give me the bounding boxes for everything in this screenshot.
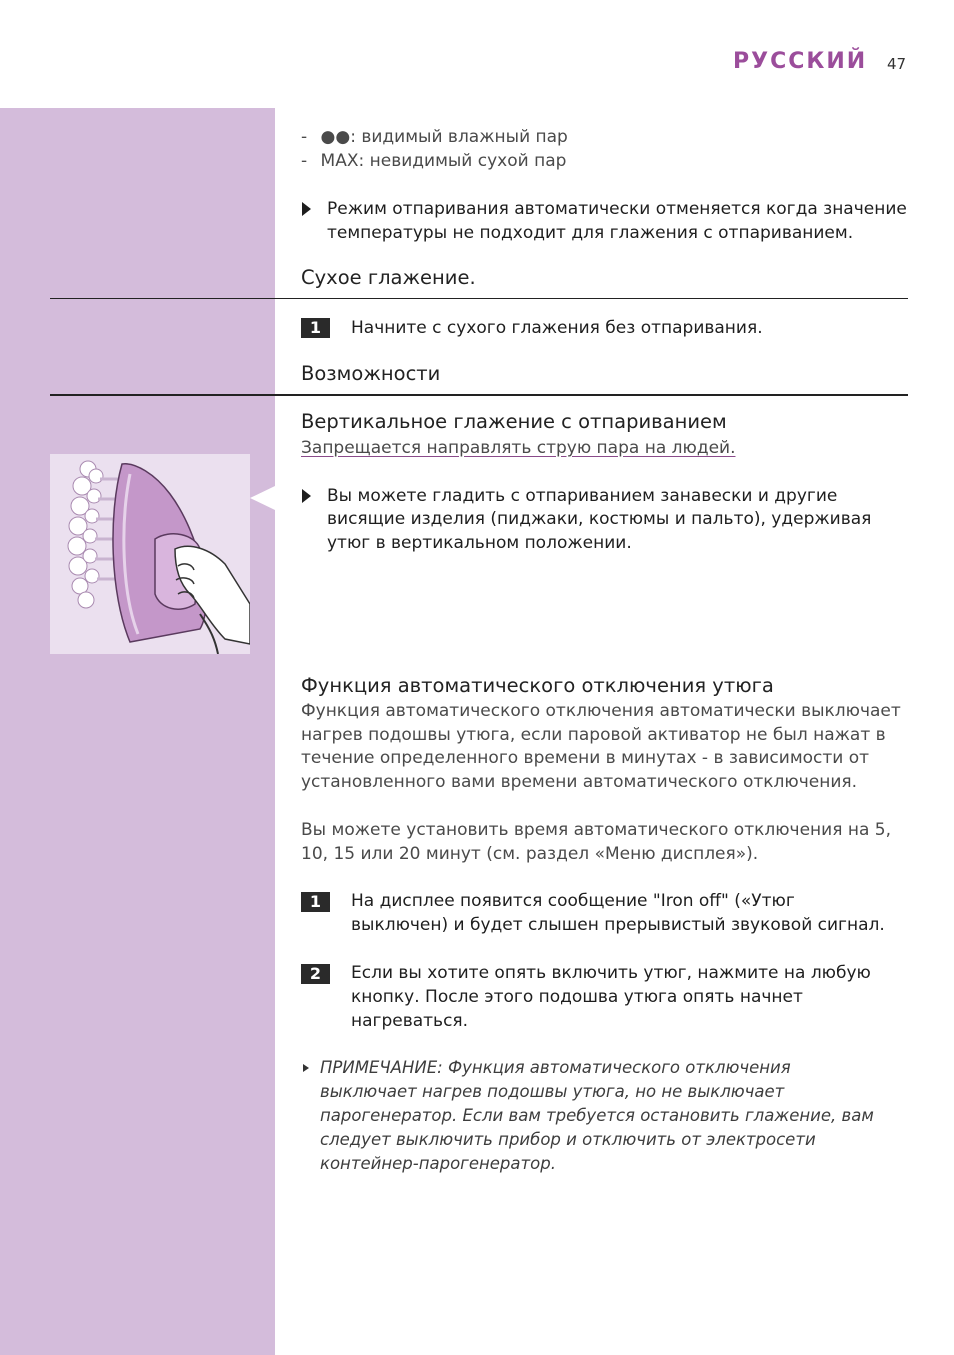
vertical-bullet-line-3: утюг в вертикальном положении. [327,533,632,553]
dash-line-1-text: : видимый влажный пар [350,127,568,147]
auto-off-p1-line-2: нагрев подошвы утюга, если паровой активатор не был нажат в [301,725,886,745]
dash-marker: - [301,127,308,147]
dry-ironing-heading: Сухое глажение. [301,266,476,289]
features-heading: Возможности [301,362,441,385]
note-line-3: парогенератор. Если вам требуется остановить глажение, вам [320,1106,874,1125]
auto-off-step1-line-2: выключен) и будет слышен прерывистый звуковой сигнал. [351,915,885,935]
auto-off-p2-line-1: Вы можете установить время автоматического отключения на 5, [301,820,892,840]
auto-off-step2-line-1: Если вы хотите опять включить утюг, нажмите на любую [351,963,871,983]
dash-line-1 [301,125,568,149]
auto-off-step2-line-2: кнопку. После этого подошва утюга опять начнет [351,987,803,1007]
bullet-triangle-icon [302,202,311,216]
bullet-triangle-icon [302,489,311,503]
vertical-bullet-line-1: Вы можете гладить с отпариванием занавески и другие [327,486,838,506]
illustration-pointer [250,486,275,510]
left-sidebar-band [0,108,275,1355]
vertical-steam-iron-illustration [50,454,250,654]
dry-ironing-step-text: Начните с сухого глажения без отпаривания. [351,318,763,338]
note-line-1: ПРИМЕЧАНИЕ: Функция автоматического отключения [320,1058,791,1077]
auto-off-p1-line-1: Функция автоматического отключения автоматически выключает [301,701,901,721]
note-line-5: контейнер-парогенератор. [320,1154,556,1173]
auto-off-heading: Функция автоматического отключения утюга [301,674,774,697]
dash-line-2-text: MAX: невидимый сухой пар [320,151,567,171]
page-number: 47 [887,55,907,73]
intro-bullet-line-1: Режим отпаривания автоматически отменяется когда значение [327,199,907,219]
step-number-badge: 1 [301,318,330,338]
note-line-4: следует выключить прибор и отключить от электросети [320,1130,816,1149]
note-line-2: выключает нагрев подошвы утюга, но не выключает [320,1082,785,1101]
note-arrow-icon [303,1064,309,1072]
step-number-badge: 2 [301,964,330,984]
vertical-bullet-line-2: висящие изделия (пиджаки, костюмы и пальто), удерживая [327,509,872,529]
auto-off-step2-line-3: нагреваться. [351,1011,469,1031]
auto-off-p2-line-2: 10, 15 или 20 минут (см. раздел «Меню дисплея»). [301,844,759,864]
dash-marker: - [301,151,308,171]
step-number-badge: 1 [301,892,330,912]
auto-off-step1-line-1: На дисплее появится сообщение "Iron off" («Утюг [351,891,795,911]
iron-steam-svg [50,454,250,654]
dots-symbol-icon: ●● [320,127,351,147]
intro-bullet-line-2: температуры не подходит для глажения с отпариванием. [327,223,854,243]
language-header: РУССКИЙ [733,49,868,74]
auto-off-p1-line-4: установленного вами времени автоматического отключения. [301,772,858,792]
vertical-steam-heading: Вертикальное глажение с отпариванием [301,410,727,433]
section-rule [50,394,908,396]
auto-off-p1-line-3: течение определенного времени в минутах - в зависимости от [301,748,870,768]
section-rule [50,298,908,299]
dash-line-2 [301,149,566,173]
warning-text: Запрещается направлять струю пара на людей. [301,438,736,458]
